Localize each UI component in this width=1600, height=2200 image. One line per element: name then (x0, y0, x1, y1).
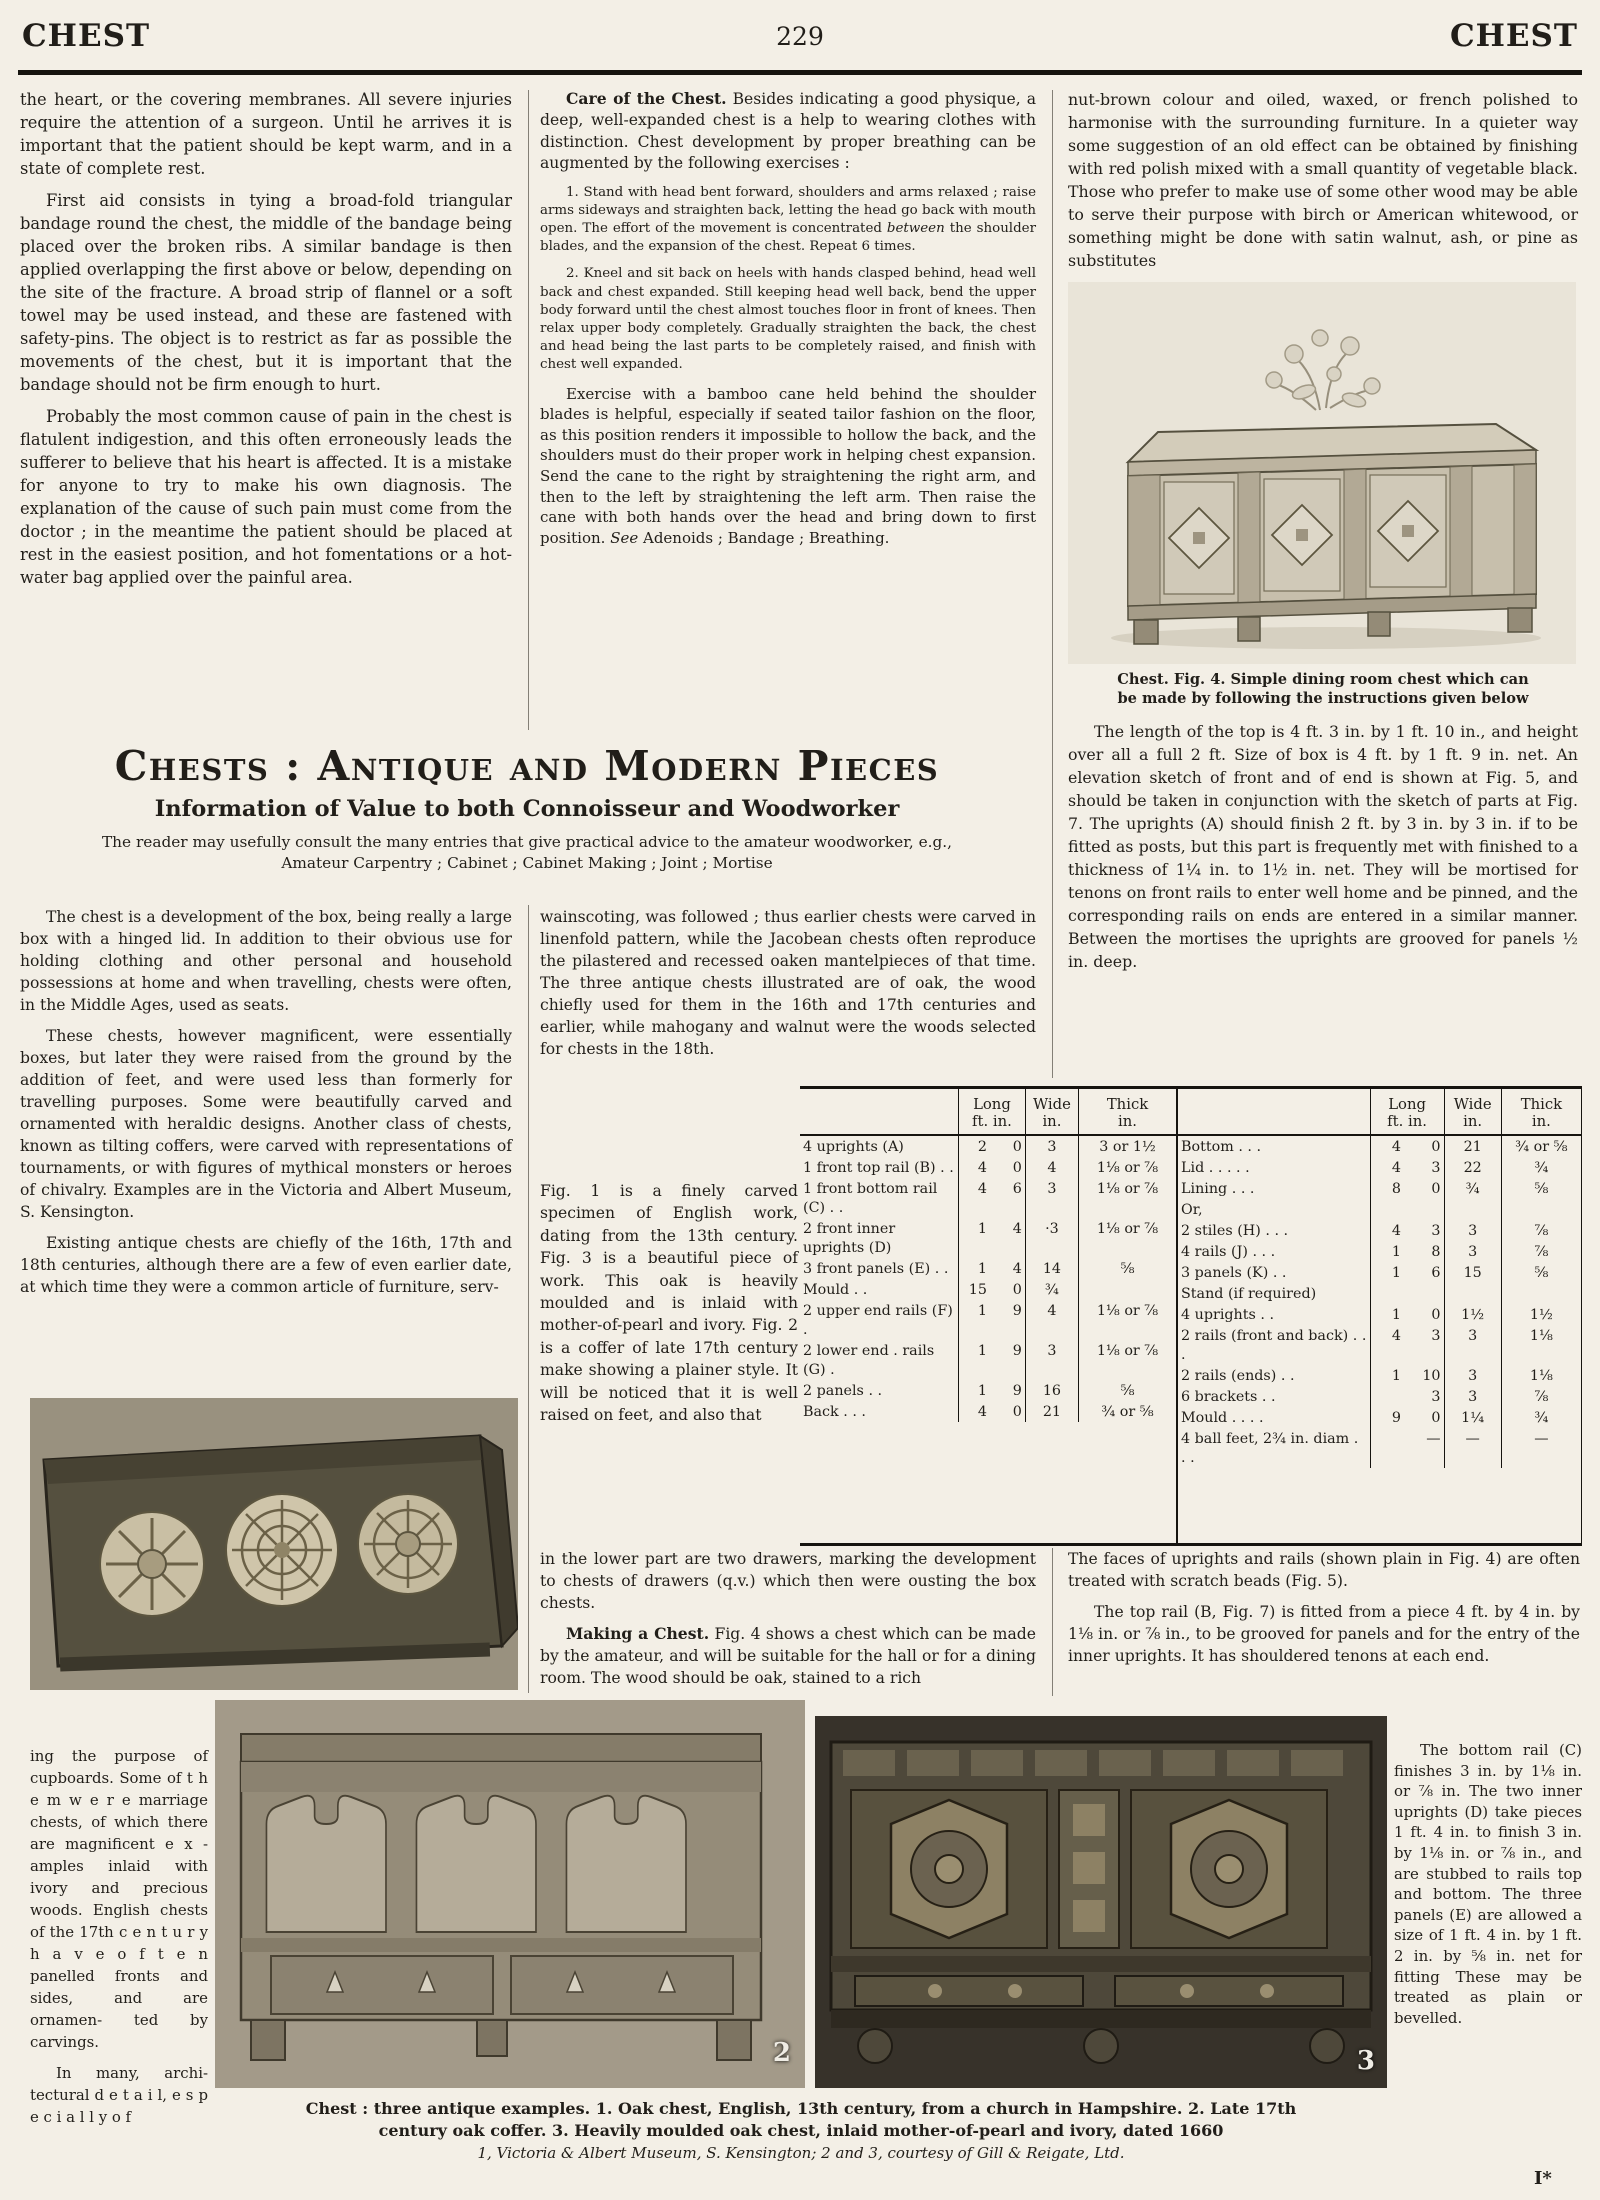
table-row (800, 1178, 1176, 1218)
long-ft-cell (1370, 1428, 1404, 1468)
exercise-item-2: 2. Kneel and sit back on heels with hands clasped behind, head well back and chest expanded. Still keeping head well back, bend the upper body forward until the chest almost touches floor in front of knees. Then relax upper body completely. Gradually straighten the back, the chest and head being the last parts to be completely raised, and finish with chest well expanded. (540, 266, 1036, 373)
fig1-chest-illustration (30, 1398, 518, 1690)
section-subtitle: Information of Value to both Connoisseur and Woodworker (154, 796, 900, 822)
part-label-cell: 6 brackets . . (1181, 1389, 1276, 1405)
thick-cell: ⅞ (1501, 1220, 1581, 1241)
long-ft-cell: 4 (1370, 1157, 1404, 1178)
table-row (1178, 1304, 1581, 1325)
signature-mark: I* (1534, 2168, 1552, 2189)
thick-cell: 1⅛ or ⅞ (1079, 1218, 1176, 1258)
bottom-caption-line1: Chest : three antique examples. 1. Oak chest, English, 13th century, from a church in Hampshire. 2. Late 17th (305, 2099, 1297, 2118)
long-in-cell: 0 (1012, 1282, 1022, 1298)
column-3 (1068, 88, 1578, 982)
body-paragraph: The length of the top is 4 ft. 3 in. by 1 ft. 10 in., and height over all a full 2 ft. Size of box is 4 ft. by 1 ft. 9 in. net. An elevation sketch of front and of end is shown at Fig. 5, and should be taken in conjunction with the sketch of parts at Fig. 7. The uprights (A) should finish 2 ft. by 3 in. by 3 in. if to be fitted as posts, but this part is frequently met with finished to a thickness of 1¼ in. to 1½ in. net. They will be mortised for tenons on front rails to enter well home and be pinned, and the corresponding rails on ends are entered in a similar manner. Between the mortises the uprights are grooved for panels ½ in. deep. (1068, 722, 1578, 971)
table-row (1178, 1407, 1581, 1428)
thick-cell: — (1501, 1428, 1581, 1468)
wide-cell: 4 (1025, 1157, 1078, 1178)
thick-cell: ⅝ (1501, 1262, 1581, 1283)
bottom-caption (215, 2098, 1387, 2141)
body-paragraph: First aid consists in tying a broad-fold triangular bandage round the chest, the middle of the bandage being placed over the broken ribs. A similar bandage is then applied overlapping the first above or below, depending on the site of the fracture. A broad strip of flannel or a soft towel may be used instead, and these are fastened with safety-pins. The object is to restrict as far as possible the movements of the chest, but it is important that the bandage should not be firm enough to hurt. (20, 191, 512, 394)
care-heading: Care of the Chest. (566, 89, 727, 108)
care-text: Besides indicating a good physique, a deep, well-expanded chest is a help to wearing clothes with distinction. Chest development by proper breathing can be augmented by the following exercises : (540, 90, 1036, 173)
fig3-photo (815, 1716, 1387, 2088)
long-in-cell: 6 (1431, 1265, 1441, 1281)
wide-cell: 3 (1444, 1241, 1501, 1262)
col-header-wide: Wide in. (1444, 1089, 1501, 1135)
body-paragraph: Probably the most common cause of pain in the chest is flatulent indigestion, and this often erroneously leads the sufferer to believe that his heart is affected. It is a mistake for anyone to try to make his own diagnosis. The explanation of the cause of such pain must come from the doctor ; in the meantime the patient should be placed at rest in the easiest position, and hot fomentations or a hot-water bag applied over the painful area. (20, 407, 512, 587)
long-in-cell: 8 (1431, 1244, 1441, 1260)
making-a-chest-paragraph (540, 1623, 1036, 1689)
part-label-cell: 2 lower end . rails (G) . (803, 1343, 935, 1378)
body-paragraph: The faces of uprights and rails (shown plain in Fig. 4) are often treated with scratch beads (Fig. 5). (1068, 1550, 1580, 1590)
long-ft-cell: 4 (959, 1157, 990, 1178)
long-in-cell: 0 (1431, 1181, 1441, 1197)
part-label-cell: 4 ball feet, 2¾ in. diam . . . (1181, 1431, 1359, 1466)
body-paragraph: wainscoting, was followed ; thus earlier chests were carved in linenfold pattern, while the Jacobean chests often reproduce the pilastered and recessed oaken mantelpieces of that time. The three antique chests illustrated are of oak, the wood chiefly used for them in the 16th and 17th centuries and earlier, while mahogany and walnut were the woods selected for chests in the 18th. (540, 908, 1036, 1058)
wide-cell: 3 (1444, 1365, 1501, 1386)
thick-cell: ¾ or ⅝ (1079, 1401, 1176, 1422)
wide-cell: 15 (1444, 1262, 1501, 1283)
thick-cell: 1⅛ (1501, 1365, 1581, 1386)
table-row (800, 1279, 1176, 1300)
col-header-thick: Thick in. (1079, 1089, 1176, 1135)
table-row (1178, 1135, 1581, 1157)
long-ft-cell: 1 (1370, 1262, 1404, 1283)
long-in-cell: 4 (1012, 1261, 1022, 1277)
table-row (800, 1258, 1176, 1279)
table-row (1178, 1157, 1581, 1178)
long-in-cell: 0 (1012, 1160, 1022, 1176)
bottom-caption-block (215, 2098, 1387, 2162)
long-ft-cell: 4 (959, 1178, 990, 1218)
part-label-cell: 2 front inner uprights (D) (803, 1221, 896, 1256)
table-row (1178, 1178, 1581, 1199)
cutting-list-table (800, 1086, 1582, 1546)
long-in-cell: 0 (1431, 1139, 1441, 1155)
column-rule (528, 90, 529, 730)
running-head-left: CHEST (22, 18, 151, 54)
long-in-cell (1404, 1199, 1444, 1220)
thick-cell: ⅝ (1079, 1258, 1176, 1279)
long-in-cell: 6 (1012, 1181, 1022, 1197)
caption-credit: 1, Victoria & Albert Museum, S. Kensington; 2 and 3, courtesy of Gill & Reigate, Ltd. (477, 2144, 1125, 2162)
body-paragraph: Existing antique chests are chiefly of the 16th, 17th and 18th centuries, although there are a few of even earlier date, at which time they were a common article of furniture, serv- (20, 1234, 512, 1296)
long-ft-cell: 9 (1370, 1407, 1404, 1428)
table-row (800, 1157, 1176, 1178)
part-label-cell: 3 panels (K) . . (1181, 1265, 1287, 1281)
table-row (800, 1380, 1176, 1401)
part-label-cell: 2 rails (ends) . . (1181, 1368, 1295, 1384)
long-ft-cell: 4 (1370, 1220, 1404, 1241)
bottom-caption-line2: century oak coffer. 3. Heavily moulded oak chest, inlaid mother-of-pearl and ivory, dated 1660 (378, 2120, 1224, 2140)
body-paragraph: Fig. 1 is a finely carved specimen of English work, dating from the 13th century. Fig. 3 is a beautiful piece of work. This oak is heavily moulded and is inlaid with mother-of-pearl and ivory. Fig. 2 is a coffer of late 17th century make showing a plainer style. It will be noticed that it is well raised on feet, and also that (540, 1182, 798, 1425)
long-ft-cell: 8 (1370, 1178, 1404, 1199)
wide-cell: 1¼ (1444, 1407, 1501, 1428)
wide-cell: 3 (1025, 1340, 1078, 1380)
wide-cell: 3 (1025, 1178, 1078, 1218)
part-label-cell: 2 stiles (H) . . . (1181, 1223, 1289, 1239)
long-ft-cell: 1 (959, 1258, 990, 1279)
long-ft-cell: 2 (959, 1135, 990, 1157)
blank-header-cell (800, 1089, 959, 1135)
body-paragraph: In many, archi- tectural d e t a i l, e s p e c i a l l y o f (30, 2064, 208, 2126)
body-paragraph: the heart, or the covering membranes. All severe injuries require the attention of a surgeon. Until he arrives it is important that the patient should be kept warm, and in a state of complete rest. (20, 90, 512, 178)
body-paragraph: The chest is a development of the box, being really a large box with a hinged lid. In addition to their obvious use for holding clothing and other personal and household possessions at home and when travelling, chests were often, in the Middle Ages, used as seats. (20, 908, 512, 1014)
care-of-chest-paragraph (540, 88, 1036, 175)
bottom-right-narrow-column (1394, 1740, 1582, 2037)
part-label-cell: 3 front panels (E) . . (803, 1261, 949, 1277)
making-a-chest-heading: Making a Chest. (566, 1624, 710, 1643)
long-in-cell: — (1426, 1431, 1441, 1447)
part-label-cell: 2 upper end rails (F) . (803, 1303, 953, 1338)
long-in-cell: 3 (1431, 1389, 1441, 1405)
article-column-2-continued (540, 1548, 1036, 1698)
fig3-number-label: 3 (1356, 2046, 1375, 2076)
long-ft-cell: 1 (959, 1380, 990, 1401)
long-in-cell: 9 (1012, 1343, 1022, 1359)
part-label-cell: Bottom . . . (1181, 1139, 1262, 1155)
part-label-cell: Lining . . . (1181, 1181, 1255, 1197)
part-label-cell: 4 rails (J) . . . (1181, 1244, 1276, 1260)
fig4-caption-line2: be made by following the instructions given below (1117, 690, 1529, 707)
fig2-coffer-illustration (215, 1700, 805, 2088)
part-label-cell: 4 uprights . . (1181, 1307, 1275, 1323)
see-reference-entries: Adenoids ; Bandage ; Breathing. (638, 528, 890, 547)
table-row (1178, 1325, 1581, 1365)
column-2 (540, 88, 1036, 557)
part-label-cell: 1 front bottom rail (C) . . (803, 1181, 938, 1216)
wide-cell: ¾ (1025, 1279, 1078, 1300)
exercise-item-1 (540, 184, 1036, 257)
running-head-right: CHEST (1449, 18, 1578, 54)
thick-cell (1501, 1283, 1581, 1304)
thick-cell: ¾ (1501, 1407, 1581, 1428)
wide-cell: 21 (1444, 1135, 1501, 1157)
body-paragraph: These chests, however magnificent, were essentially boxes, but later they were raised from the ground by the addition of feet, and were used less than formerly for travelling purposes. Some were beautifully carved and ornamented with heraldic designs. Another class of chests, known as tilting coffers, were carved with representations of tournaments, or with figures of mythical monsters or heroes of chivalry. Examples are in the Victoria and Albert Museum, S. Kensington. (20, 1027, 512, 1221)
article-column-1 (20, 906, 512, 1307)
long-in-cell: 0 (1012, 1404, 1022, 1420)
thick-cell: 1⅛ or ⅞ (1079, 1178, 1176, 1218)
part-label-cell: Stand (if required) (1181, 1286, 1317, 1302)
thick-cell: 1⅛ or ⅞ (1079, 1157, 1176, 1178)
thick-cell: ⅞ (1501, 1241, 1581, 1262)
long-ft-cell: 4 (959, 1401, 990, 1422)
long-in-cell: 3 (1431, 1223, 1441, 1239)
fig4-caption (1068, 670, 1578, 708)
long-in-cell: 9 (1012, 1303, 1022, 1319)
blank-header-cell (1178, 1089, 1370, 1135)
long-ft-cell (1370, 1199, 1404, 1220)
table-row (1178, 1220, 1581, 1241)
long-ft-cell: 1 (1370, 1241, 1404, 1262)
column-rule (1052, 1548, 1053, 1696)
part-label-cell: 2 rails (front and back) . . . (1181, 1328, 1367, 1363)
table-row (1178, 1283, 1581, 1304)
column-1 (20, 88, 512, 598)
body-paragraph: The top rail (B, Fig. 7) is fitted from a piece 4 ft. by 4 in. by 1⅛ in. or ⅞ in., to be grooved for panels and for the entry of the inner uprights. It has shouldered tenons at each end. (1068, 1603, 1580, 1665)
body-paragraph: in the lower part are two drawers, marking the development to chests of drawers (q.v.) which then were ousting the box chests. (540, 1550, 1036, 1612)
column-rule (1052, 90, 1053, 1078)
wide-cell (1444, 1199, 1501, 1220)
table-header-row (1178, 1089, 1581, 1135)
thick-cell: 1½ (1501, 1304, 1581, 1325)
exercise-1-text-end: the shoulder blades, and the expansion of the chest. Repeat 6 times. (540, 221, 1036, 255)
table-row (800, 1135, 1176, 1157)
col-header-thick: Thick in. (1501, 1089, 1581, 1135)
long-ft-cell: 1 (1370, 1304, 1404, 1325)
fig4-photo (1068, 282, 1576, 664)
thick-cell: 3 or 1½ (1079, 1135, 1176, 1157)
column-rule (528, 905, 529, 1693)
table-row (1178, 1199, 1581, 1220)
thick-cell (1079, 1279, 1176, 1300)
article-column-2-narrow (540, 1180, 798, 1435)
wide-cell (1444, 1283, 1501, 1304)
table-row (1178, 1241, 1581, 1262)
long-in-cell (1404, 1283, 1444, 1304)
thick-cell: ¾ (1501, 1157, 1581, 1178)
wide-cell: 21 (1025, 1401, 1078, 1422)
wide-cell: 22 (1444, 1157, 1501, 1178)
see-reference-italic: See (610, 528, 639, 547)
article-column-2 (540, 906, 1036, 1069)
fig1-photo (30, 1398, 518, 1690)
long-ft-cell: 1 (959, 1300, 990, 1340)
long-in-cell: 4 (1012, 1221, 1022, 1237)
long-in-cell: 10 (1422, 1368, 1441, 1384)
exercise-1-text: 1. Stand with head bent forward, shoulders and arms relaxed ; raise arms sideways and straighten back, letting the head go back with mouth open. The effort of the movement is concentrated (540, 184, 1036, 237)
part-label-cell: 4 uprights (A) (803, 1139, 904, 1155)
table-row (800, 1401, 1176, 1422)
wide-cell: 16 (1025, 1380, 1078, 1401)
exercise-1-italic: between (886, 221, 945, 237)
table-row (1178, 1262, 1581, 1283)
long-in-cell: 3 (1431, 1160, 1441, 1176)
table-row (1178, 1365, 1581, 1386)
part-label-cell: Mould . . (803, 1282, 868, 1298)
thick-cell: 1⅛ (1501, 1325, 1581, 1365)
thick-cell: ⅝ (1079, 1380, 1176, 1401)
table-row (800, 1340, 1176, 1380)
thick-cell (1501, 1199, 1581, 1220)
wide-cell: 4 (1025, 1300, 1078, 1340)
thick-cell: ⅝ (1501, 1178, 1581, 1199)
header-rule (18, 70, 1582, 75)
col-header-long: Long ft. in. (959, 1089, 1026, 1135)
fig4-caption-line1: Chest. Fig. 4. Simple dining room chest which can (1117, 671, 1529, 688)
fig4-chest-illustration (1068, 282, 1576, 664)
thick-cell: ⅞ (1501, 1386, 1581, 1407)
thick-cell: 1⅛ or ⅞ (1079, 1340, 1176, 1380)
table-header-row (800, 1089, 1176, 1135)
fig3-chest-illustration (815, 1716, 1387, 2088)
long-ft-cell: 15 (959, 1279, 990, 1300)
thick-cell: 1⅛ or ⅞ (1079, 1300, 1176, 1340)
long-ft-cell: 1 (959, 1218, 990, 1258)
article-column-3 (1068, 1548, 1580, 1676)
wide-cell: 3 (1444, 1386, 1501, 1407)
long-ft-cell (1370, 1283, 1404, 1304)
table-row (1178, 1386, 1581, 1407)
body-paragraph: nut-brown colour and oiled, waxed, or french polished to harmonise with the surrounding furniture. In a quieter way some suggestion of an old effect can be obtained by finishing with red polish mixed with a small quantity of vegetable black. Those who prefer to make use of some other wood may be able to serve their purpose with birch or American whitewood, or something might be done with satin walnut, ash, or pine as substitutes (1068, 90, 1578, 270)
cutting-list-left-half (800, 1089, 1178, 1543)
page-number: 229 (776, 22, 824, 51)
thick-cell: ¾ or ⅝ (1501, 1135, 1581, 1157)
long-ft-cell: 1 (1370, 1365, 1404, 1386)
section-title: Chests : Antique and Modern Pieces (114, 742, 940, 790)
long-ft-cell: 4 (1370, 1135, 1404, 1157)
col-header-long: Long ft. in. (1370, 1089, 1444, 1135)
long-ft-cell: 4 (1370, 1325, 1404, 1365)
part-label-cell: Or, (1181, 1202, 1203, 1218)
wide-cell: 14 (1025, 1258, 1078, 1279)
table-row (800, 1218, 1176, 1258)
table-row (800, 1300, 1176, 1340)
long-in-cell: 0 (1431, 1410, 1441, 1426)
wide-cell: 1½ (1444, 1304, 1501, 1325)
wide-cell: — (1444, 1428, 1501, 1468)
part-label-cell: 2 panels . . (803, 1383, 883, 1399)
bottom-photo-strip (215, 1700, 1387, 2092)
long-in-cell: 9 (1012, 1383, 1022, 1399)
section-note: The reader may usefully consult the many entries that give practical advice to the amateur woodworker, e.g., Amateur Carpentry ; Cabinet ; Cabinet Making ; Joint ; Mortise (101, 833, 952, 872)
part-label-cell: Lid . . . . . (1181, 1160, 1250, 1176)
wide-cell: 3 (1444, 1325, 1501, 1365)
long-ft-cell (1370, 1386, 1404, 1407)
wide-cell: ·3 (1025, 1218, 1078, 1258)
bottom-left-narrow-column (30, 1745, 208, 2137)
fig2-number-label: 2 (772, 2038, 791, 2068)
body-paragraph: ing the purpose of cupboards. Some of t h e m w e r e marriage chests, of which there are magnificent e x - amples inlaid with ivory and precious woods. English chests of the 17th c e n t u r y h a v e o f t e n panelled fronts and sides, and are ornamen- ted by carvings. (30, 1747, 208, 2051)
part-label-cell: 1 front top rail (B) . . (803, 1160, 954, 1176)
long-in-cell: 0 (1012, 1139, 1022, 1155)
table-row (1178, 1428, 1581, 1468)
part-label-cell: Back . . . (803, 1404, 866, 1420)
bamboo-cane-text: Exercise with a bamboo cane held behind the shoulder blades is helpful, especially if seated tailor fashion on the floor, as this position renders it impossible to hollow the back, and the shoulders must do their proper work in helping chest expansion. Send the cane to the right by straightening the right arm, and then to the left by straightening the left arm. Then raise the cane with both hands over the head and bring down to first position. (540, 384, 1036, 547)
col-header-wide: Wide in. (1025, 1089, 1078, 1135)
wide-cell: 3 (1025, 1135, 1078, 1157)
cutting-list-right-half (1178, 1089, 1582, 1543)
section-heading-block (20, 744, 1034, 874)
part-label-cell: Mould . . . . (1181, 1410, 1264, 1426)
fig2-photo (215, 1700, 805, 2088)
bamboo-cane-paragraph (540, 384, 1036, 549)
wide-cell: ¾ (1444, 1178, 1501, 1199)
long-in-cell: 3 (1431, 1328, 1441, 1344)
making-a-chest-text: Fig. 4 shows a chest which can be made by the amateur, and will be suitable for the hall or for a dining room. The wood should be oak, stained to a rich (540, 1625, 1036, 1687)
body-paragraph: The bottom rail (C) finishes 3 in. by 1⅛ in. or ⅞ in. The two inner uprights (D) take pieces 1 ft. 4 in. to finish 3 in. by 1⅛ in. or ⅞ in., and are stubbed to rails top and bottom. The three panels (E) are allowed a size of 1 ft. 4 in. by 1 ft. 2 in. by ⅝ in. net for fitting These may be treated as plain or bevelled. (1394, 1741, 1582, 2027)
wide-cell: 3 (1444, 1220, 1501, 1241)
long-ft-cell: 1 (959, 1340, 990, 1380)
long-in-cell: 0 (1431, 1307, 1441, 1323)
